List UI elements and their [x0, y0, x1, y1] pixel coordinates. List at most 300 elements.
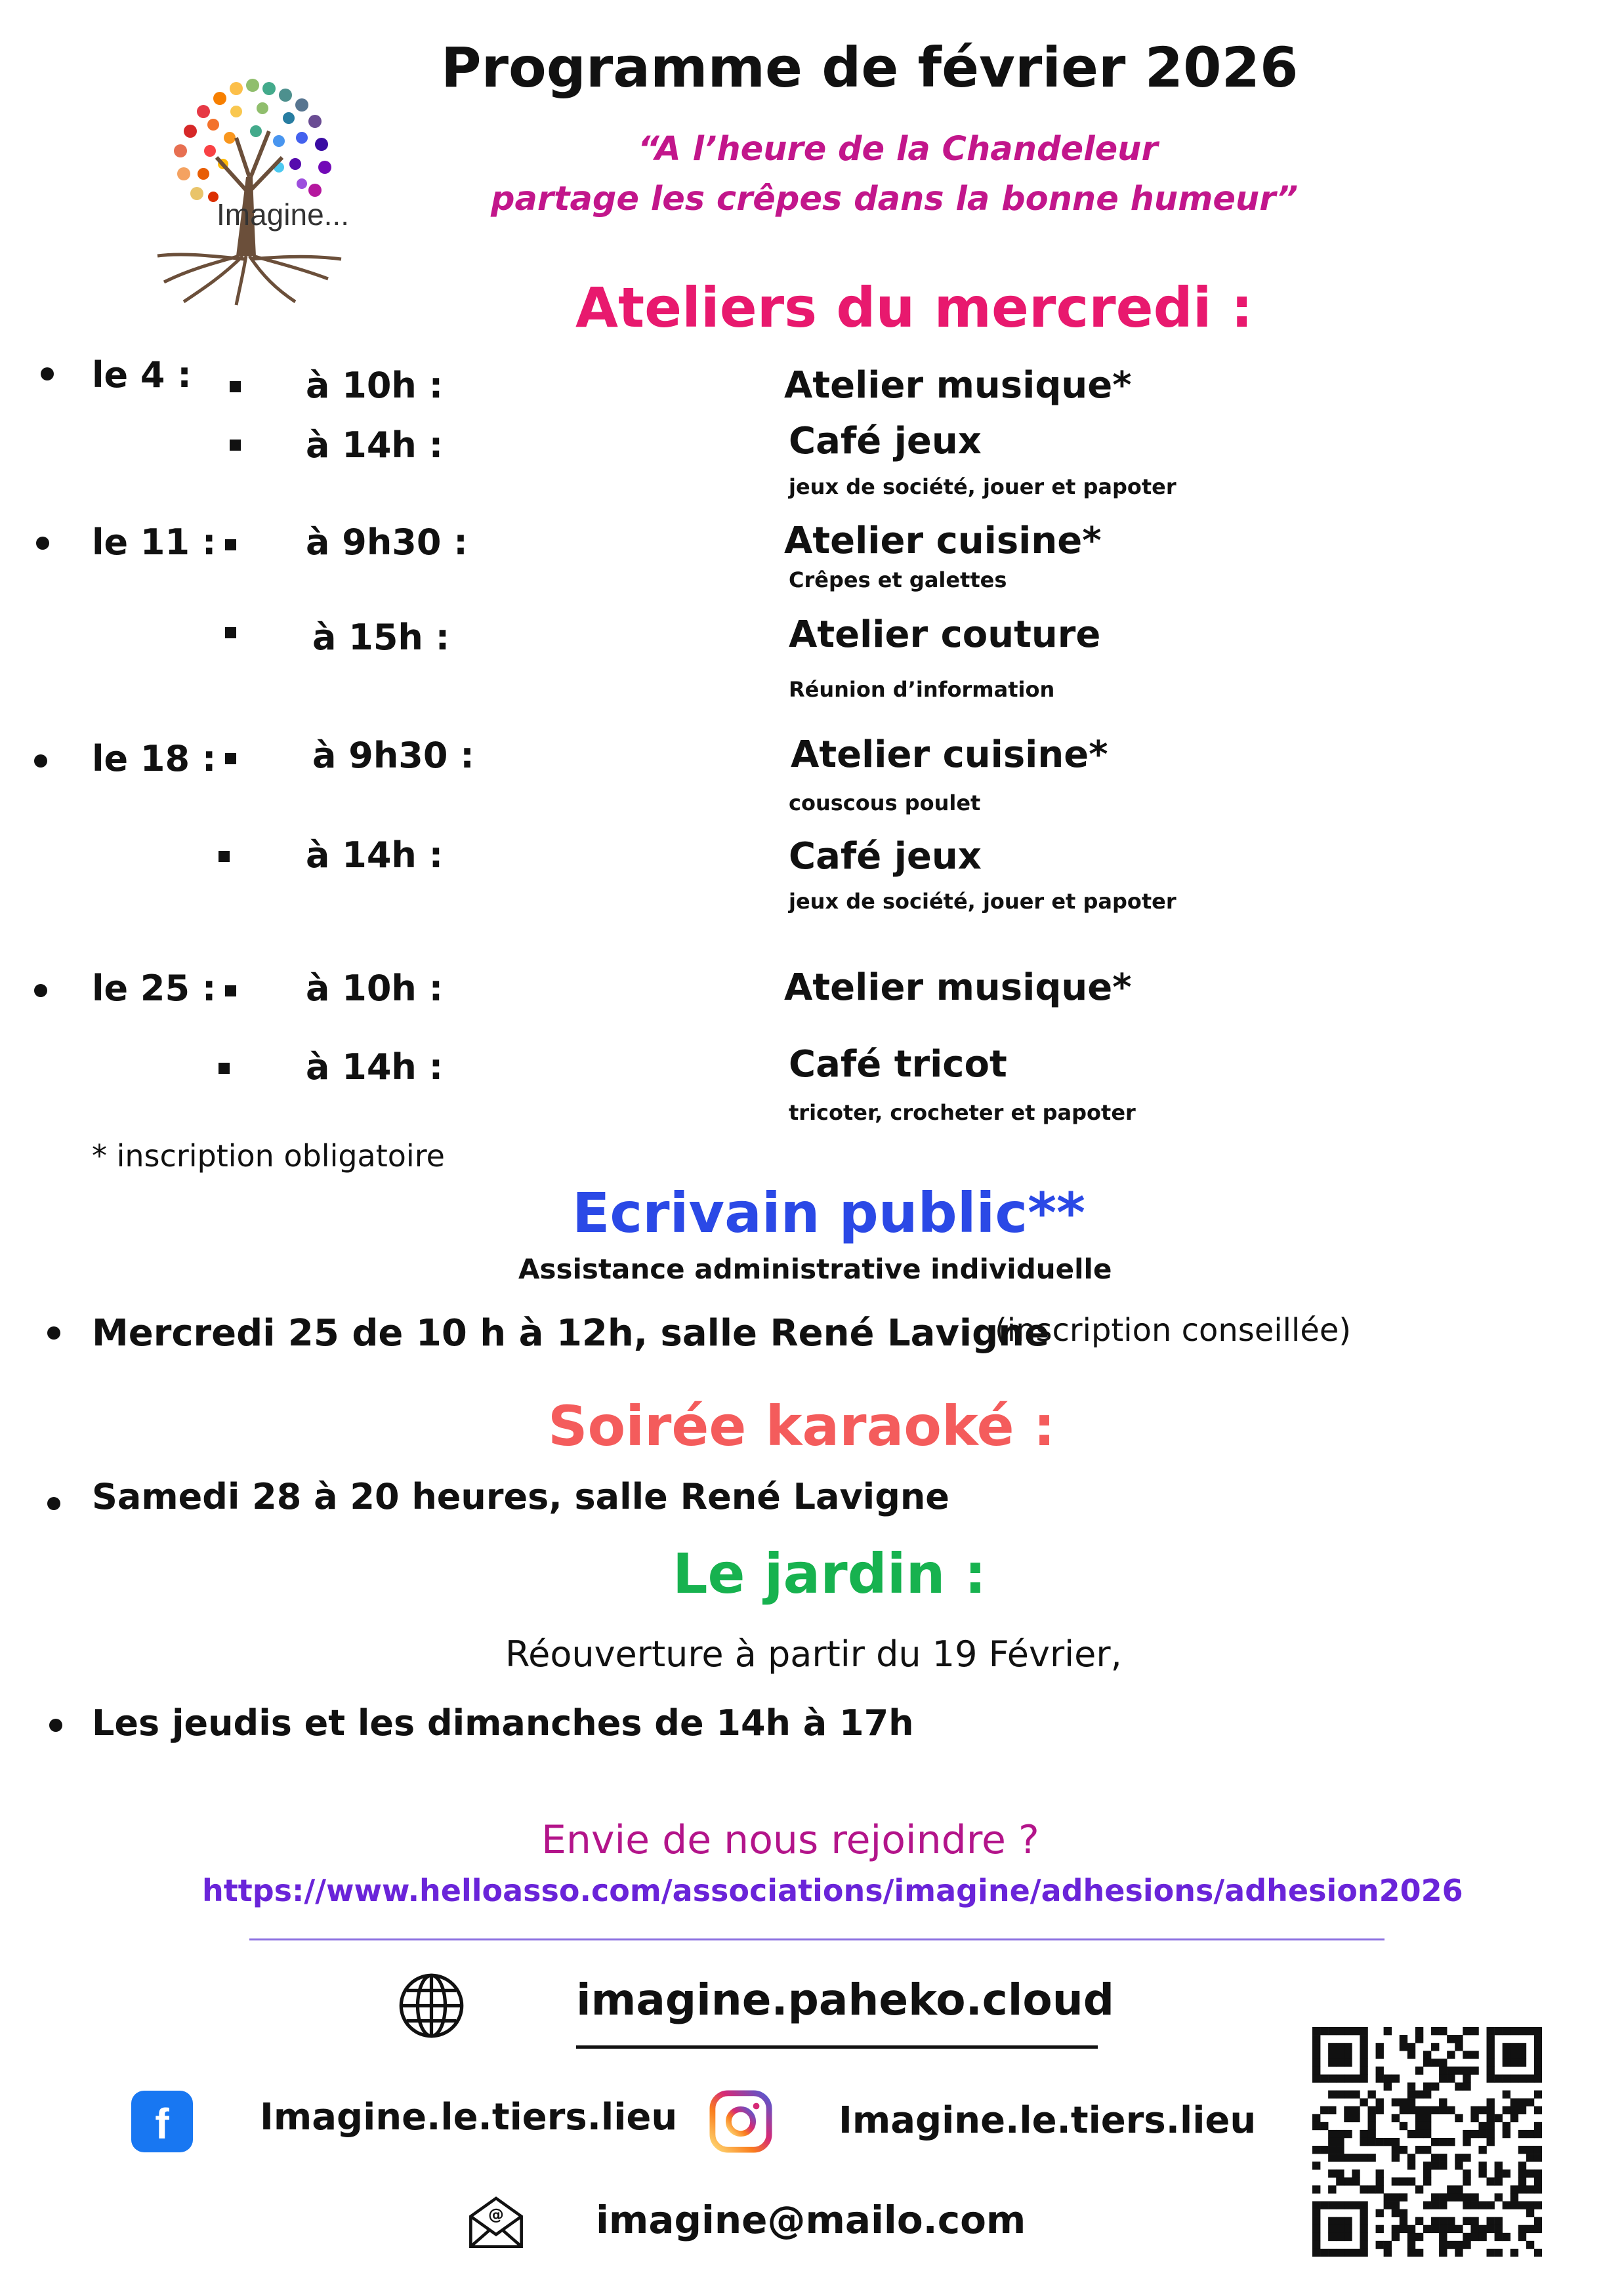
- qr-module: [1344, 2043, 1352, 2051]
- qr-module: [1415, 2114, 1423, 2122]
- qr-module: [1478, 2162, 1486, 2169]
- qr-module: [1487, 2106, 1495, 2114]
- qr-module: [1526, 2074, 1534, 2082]
- qr-module: [1392, 2202, 1400, 2209]
- qr-module: [1534, 2091, 1542, 2099]
- qr-module: [1352, 2074, 1360, 2082]
- qr-module: [1392, 2193, 1400, 2201]
- qr-module: [1328, 2202, 1336, 2209]
- qr-module: [1455, 2162, 1463, 2169]
- qr-module: [1312, 2114, 1320, 2122]
- qr-module: [1526, 2146, 1534, 2154]
- karaoke-heading: Soirée karaoké :: [548, 1394, 1056, 1458]
- qr-module: [1526, 2209, 1534, 2217]
- qr-module: [1487, 2122, 1495, 2130]
- qr-module: [1463, 2051, 1470, 2059]
- qr-module: [1455, 2154, 1463, 2162]
- qr-module: [1376, 2169, 1384, 2177]
- qr-module: [1463, 2217, 1470, 2225]
- qr-module: [1336, 2043, 1344, 2051]
- qr-module: [1510, 2249, 1518, 2257]
- qr-module: [1392, 2114, 1400, 2122]
- qr-module: [1400, 2035, 1407, 2043]
- qr-module: [1344, 2027, 1352, 2035]
- qr-module: [1487, 2225, 1495, 2233]
- quote-line-2: partage les crêpes dans la bonne humeur”: [491, 180, 1299, 218]
- qr-module: [1312, 2249, 1320, 2257]
- qr-module: [1431, 2043, 1439, 2051]
- square-bullet: [225, 627, 236, 638]
- qr-module: [1487, 2059, 1495, 2066]
- qr-module: [1312, 2209, 1320, 2217]
- day-label: le 4 :: [92, 354, 192, 396]
- qr-module: [1431, 2225, 1439, 2233]
- bullet: [47, 1326, 60, 1340]
- day-label: le 25 :: [92, 968, 217, 1009]
- qr-module: [1392, 2074, 1400, 2082]
- qr-module: [1328, 2059, 1336, 2066]
- qr-module: [1352, 2027, 1360, 2035]
- qr-module: [1312, 2066, 1320, 2074]
- qr-module: [1336, 2051, 1344, 2059]
- qr-module: [1360, 2043, 1367, 2051]
- qr-module: [1336, 2202, 1344, 2209]
- qr-module: [1344, 2249, 1352, 2257]
- time-label: à 10h :: [306, 968, 444, 1009]
- qr-module: [1328, 2138, 1336, 2146]
- qr-module: [1320, 2106, 1328, 2114]
- qr-module: [1478, 2146, 1486, 2154]
- qr-module: [1352, 2249, 1360, 2257]
- bullet: [36, 537, 49, 550]
- qr-module: [1534, 2185, 1542, 2193]
- qr-module: [1503, 2043, 1510, 2051]
- qr-module: [1447, 2051, 1455, 2059]
- qr-module: [1478, 2225, 1486, 2233]
- qr-module: [1360, 2225, 1367, 2233]
- qr-module: [1495, 2169, 1503, 2177]
- qr-module: [1534, 2027, 1542, 2035]
- time-label: à 9h30 :: [306, 522, 468, 563]
- qr-module: [1415, 2146, 1423, 2154]
- qr-module: [1376, 2209, 1384, 2217]
- qr-module: [1455, 2225, 1463, 2233]
- qr-module: [1407, 2051, 1415, 2059]
- qr-module: [1312, 2202, 1320, 2209]
- qr-module: [1431, 2138, 1439, 2146]
- qr-module: [1463, 2241, 1470, 2249]
- qr-module: [1336, 2154, 1344, 2162]
- qr-module: [1487, 2027, 1495, 2035]
- qr-module: [1312, 2146, 1320, 2154]
- qr-module: [1518, 2059, 1526, 2066]
- qr-module: [1407, 2177, 1415, 2185]
- qr-module: [1392, 2154, 1400, 2162]
- qr-module: [1312, 2122, 1320, 2130]
- qr-module: [1336, 2146, 1344, 2154]
- qr-module: [1518, 2202, 1526, 2209]
- qr-module: [1423, 2146, 1431, 2154]
- qr-module: [1407, 2233, 1415, 2241]
- ecrivain-subheading: Assistance administrative individuelle: [518, 1253, 1112, 1285]
- activity-label: Atelier musique*: [784, 966, 1132, 1009]
- qr-module: [1518, 2225, 1526, 2233]
- qr-module: [1439, 2138, 1447, 2146]
- activity-label: Atelier cuisine*: [791, 733, 1108, 776]
- qr-module: [1415, 2091, 1423, 2099]
- karaoke-item: Samedi 28 à 20 heures, salle René Lavigne: [92, 1476, 949, 1517]
- qr-module: [1376, 2185, 1384, 2193]
- qr-module: [1439, 2202, 1447, 2209]
- qr-module: [1447, 2185, 1455, 2193]
- time-label: à 15h :: [312, 617, 450, 658]
- qr-module: [1447, 2106, 1455, 2114]
- qr-module: [1470, 2051, 1478, 2059]
- qr-module: [1478, 2202, 1486, 2209]
- qr-module: [1510, 2027, 1518, 2035]
- svg-text:@: @: [488, 2205, 504, 2224]
- qr-module: [1487, 2114, 1495, 2122]
- qr-module: [1312, 2217, 1320, 2225]
- qr-module: [1518, 2146, 1526, 2154]
- qr-module: [1407, 2225, 1415, 2233]
- qr-module: [1415, 2066, 1423, 2074]
- qr-module: [1495, 2233, 1503, 2241]
- jardin-heading: Le jardin :: [673, 1542, 987, 1606]
- qr-module: [1392, 2146, 1400, 2154]
- qr-module: [1455, 2241, 1463, 2249]
- qr-module: [1320, 2146, 1328, 2154]
- qr-module: [1510, 2202, 1518, 2209]
- qr-module: [1463, 2202, 1470, 2209]
- day-label: le 18 :: [92, 738, 217, 779]
- square-bullet: [225, 753, 236, 764]
- logo-text: Imagine...: [217, 197, 349, 232]
- qr-module: [1510, 2193, 1518, 2201]
- qr-module: [1384, 2138, 1392, 2146]
- time-label: à 9h30 :: [312, 735, 474, 776]
- qr-module: [1415, 2217, 1423, 2225]
- qr-module: [1344, 2051, 1352, 2059]
- qr-module: [1510, 2106, 1518, 2114]
- qr-module: [1470, 2106, 1478, 2114]
- tree-icon: [105, 59, 381, 308]
- qr-module: [1534, 2217, 1542, 2225]
- qr-module: [1487, 2066, 1495, 2074]
- qr-module: [1487, 2177, 1495, 2185]
- qr-code[interactable]: [1312, 2027, 1542, 2257]
- qr-module: [1439, 2162, 1447, 2169]
- day-label: le 11 :: [92, 522, 217, 563]
- qr-module: [1312, 2225, 1320, 2233]
- qr-module: [1312, 2162, 1320, 2169]
- qr-module: [1518, 2106, 1526, 2114]
- qr-module: [1510, 2099, 1518, 2106]
- qr-module: [1376, 2106, 1384, 2114]
- qr-module: [1518, 2027, 1526, 2035]
- instagram-handle[interactable]: Imagine.le.tiers.lieu: [839, 2099, 1257, 2142]
- qr-module: [1526, 2027, 1534, 2035]
- page-title: Programme de février 2026: [441, 35, 1299, 100]
- qr-module: [1455, 2185, 1463, 2193]
- qr-module: [1439, 2225, 1447, 2233]
- qr-module: [1503, 2074, 1510, 2082]
- time-label: à 10h :: [306, 365, 444, 406]
- qr-module: [1367, 2138, 1375, 2146]
- qr-module: [1439, 2217, 1447, 2225]
- qr-module: [1352, 2114, 1360, 2122]
- qr-module: [1328, 2074, 1336, 2082]
- qr-module: [1447, 2193, 1455, 2201]
- qr-module: [1439, 2066, 1447, 2074]
- activity-detail: Crêpes et galettes: [789, 567, 1007, 592]
- qr-module: [1423, 2130, 1431, 2138]
- qr-module: [1526, 2169, 1534, 2177]
- qr-module: [1344, 2130, 1352, 2138]
- qr-module: [1510, 2043, 1518, 2051]
- jardin-reopening: Réouverture à partir du 19 Février,: [505, 1633, 1122, 1675]
- bullet: [49, 1719, 62, 1732]
- website-underline: [576, 2045, 1098, 2049]
- qr-module: [1447, 2074, 1455, 2082]
- qr-module: [1518, 2169, 1526, 2177]
- ecrivain-heading: Ecrivain public**: [572, 1181, 1085, 1245]
- qr-module: [1328, 2169, 1336, 2177]
- activity-detail: jeux de société, jouer et papoter: [789, 474, 1176, 499]
- qr-module: [1487, 2217, 1495, 2225]
- qr-module: [1503, 2027, 1510, 2035]
- qr-module: [1447, 2138, 1455, 2146]
- qr-module: [1487, 2130, 1495, 2138]
- qr-module: [1367, 2122, 1375, 2130]
- qr-module: [1455, 2193, 1463, 2201]
- qr-module: [1400, 2177, 1407, 2185]
- bullet: [41, 367, 54, 380]
- qr-module: [1534, 2154, 1542, 2162]
- qr-module: [1439, 2099, 1447, 2106]
- qr-module: [1352, 2091, 1360, 2099]
- qr-module: [1487, 2035, 1495, 2043]
- qr-module: [1328, 2225, 1336, 2233]
- qr-module: [1384, 2082, 1392, 2090]
- qr-module: [1439, 2059, 1447, 2066]
- qr-module: [1463, 2169, 1470, 2177]
- qr-module: [1344, 2233, 1352, 2241]
- qr-module: [1407, 2130, 1415, 2138]
- qr-module: [1518, 2051, 1526, 2059]
- qr-module: [1328, 2091, 1336, 2099]
- qr-module: [1463, 2074, 1470, 2082]
- qr-module: [1344, 2217, 1352, 2225]
- qr-module: [1447, 2035, 1455, 2043]
- svg-text:f: f: [155, 2099, 169, 2148]
- qr-module: [1360, 2209, 1367, 2217]
- qr-module: [1534, 2051, 1542, 2059]
- qr-module: [1470, 2225, 1478, 2233]
- qr-module: [1431, 2154, 1439, 2162]
- qr-module: [1423, 2106, 1431, 2114]
- qr-module: [1510, 2185, 1518, 2193]
- qr-module: [1423, 2114, 1431, 2122]
- qr-module: [1463, 2177, 1470, 2185]
- qr-module: [1526, 2241, 1534, 2249]
- qr-module: [1360, 2051, 1367, 2059]
- time-label: à 14h :: [306, 424, 444, 466]
- qr-module: [1392, 2209, 1400, 2217]
- qr-module: [1367, 2154, 1375, 2162]
- qr-module: [1400, 2225, 1407, 2233]
- qr-module: [1360, 2130, 1367, 2138]
- qr-module: [1510, 2074, 1518, 2082]
- envelope-icon: [466, 2191, 526, 2251]
- square-bullet: [230, 440, 241, 451]
- qr-module: [1415, 2035, 1423, 2043]
- qr-module: [1367, 2185, 1375, 2193]
- qr-module: [1407, 2249, 1415, 2257]
- qr-module: [1336, 2169, 1344, 2177]
- qr-module: [1463, 2154, 1470, 2162]
- qr-module: [1526, 2185, 1534, 2193]
- qr-module: [1423, 2082, 1431, 2090]
- qr-module: [1439, 2106, 1447, 2114]
- qr-module: [1400, 2099, 1407, 2106]
- square-bullet: [225, 985, 236, 996]
- qr-module: [1376, 2138, 1384, 2146]
- qr-module: [1463, 2130, 1470, 2138]
- qr-module: [1463, 2066, 1470, 2074]
- qr-module: [1455, 2043, 1463, 2051]
- qr-module: [1534, 2177, 1542, 2185]
- qr-module: [1407, 2099, 1415, 2106]
- qr-module: [1487, 2043, 1495, 2051]
- qr-module: [1470, 2217, 1478, 2225]
- qr-module: [1487, 2138, 1495, 2146]
- qr-module: [1328, 2233, 1336, 2241]
- qr-module: [1328, 2027, 1336, 2035]
- qr-module: [1384, 2249, 1392, 2257]
- qr-module: [1407, 2082, 1415, 2090]
- qr-module: [1407, 2162, 1415, 2169]
- facebook-handle[interactable]: Imagine.le.tiers.lieu: [260, 2096, 678, 2139]
- activity-label: Atelier cuisine*: [784, 520, 1102, 562]
- qr-module: [1328, 2043, 1336, 2051]
- qr-module: [1487, 2074, 1495, 2082]
- qr-module: [1367, 2106, 1375, 2114]
- qr-module: [1367, 2130, 1375, 2138]
- qr-module: [1526, 2202, 1534, 2209]
- membership-link[interactable]: https://www.helloasso.com/associations/imagine/adhesions/adhesion2026: [202, 1873, 1463, 1908]
- qr-module: [1415, 2249, 1423, 2257]
- time-label: à 14h :: [306, 834, 444, 876]
- activity-detail: tricoter, crocheter et papoter: [789, 1100, 1136, 1125]
- qr-module: [1392, 2225, 1400, 2233]
- ecrivain-item: Mercredi 25 de 10 h à 12h, salle René Lavigne: [92, 1312, 1050, 1355]
- qr-module: [1431, 2082, 1439, 2090]
- qr-module: [1534, 2059, 1542, 2066]
- qr-module: [1320, 2027, 1328, 2035]
- qr-module: [1344, 2114, 1352, 2122]
- qr-module: [1495, 2162, 1503, 2169]
- qr-module: [1328, 2217, 1336, 2225]
- qr-module: [1392, 2233, 1400, 2241]
- qr-module: [1384, 2202, 1392, 2209]
- join-question: Envie de nous rejoindre ?: [541, 1817, 1039, 1863]
- qr-module: [1518, 2130, 1526, 2138]
- website-link[interactable]: imagine.paheko.cloud: [576, 1975, 1115, 2025]
- qr-module: [1423, 2169, 1431, 2177]
- qr-module: [1510, 2051, 1518, 2059]
- qr-module: [1526, 2154, 1534, 2162]
- qr-module: [1320, 2074, 1328, 2082]
- qr-module: [1470, 2130, 1478, 2138]
- qr-module: [1407, 2106, 1415, 2114]
- qr-module: [1312, 2043, 1320, 2051]
- qr-module: [1534, 2122, 1542, 2130]
- qr-module: [1487, 2249, 1495, 2257]
- qr-module: [1423, 2177, 1431, 2185]
- qr-module: [1312, 2059, 1320, 2066]
- qr-module: [1336, 2233, 1344, 2241]
- qr-module: [1470, 2193, 1478, 2201]
- qr-module: [1415, 2106, 1423, 2114]
- qr-module: [1344, 2202, 1352, 2209]
- qr-module: [1360, 2066, 1367, 2074]
- qr-module: [1376, 2225, 1384, 2233]
- qr-module: [1518, 2099, 1526, 2106]
- qr-module: [1328, 2130, 1336, 2138]
- qr-module: [1439, 2027, 1447, 2035]
- qr-module: [1526, 2099, 1534, 2106]
- qr-module: [1455, 2035, 1463, 2043]
- instagram-icon[interactable]: [709, 2089, 773, 2154]
- qr-module: [1328, 2106, 1336, 2114]
- qr-module: [1431, 2193, 1439, 2201]
- qr-module: [1478, 2233, 1486, 2241]
- qr-module: [1463, 2138, 1470, 2146]
- qr-module: [1312, 2051, 1320, 2059]
- qr-module: [1352, 2202, 1360, 2209]
- qr-module: [1360, 2035, 1367, 2043]
- qr-module: [1478, 2122, 1486, 2130]
- qr-module: [1518, 2043, 1526, 2051]
- qr-module: [1463, 2027, 1470, 2035]
- qr-module: [1431, 2027, 1439, 2035]
- footnote: * inscription obligatoire: [92, 1138, 445, 1174]
- qr-module: [1352, 2154, 1360, 2162]
- qr-module: [1407, 2241, 1415, 2249]
- qr-module: [1336, 2130, 1344, 2138]
- qr-module: [1336, 2225, 1344, 2233]
- qr-module: [1312, 2185, 1320, 2193]
- qr-module: [1439, 2154, 1447, 2162]
- activity-detail: jeux de société, jouer et papoter: [789, 889, 1176, 914]
- qr-module: [1328, 2185, 1336, 2193]
- qr-module: [1360, 2099, 1367, 2106]
- qr-module: [1447, 2066, 1455, 2074]
- square-bullet: [230, 381, 241, 392]
- qr-module: [1400, 2043, 1407, 2051]
- qr-module: [1336, 2059, 1344, 2066]
- qr-module: [1352, 2169, 1360, 2177]
- bullet: [47, 1497, 60, 1510]
- email-link[interactable]: imagine@mailo.com: [596, 2198, 1026, 2242]
- qr-module: [1423, 2051, 1431, 2059]
- facebook-icon[interactable]: [130, 2089, 194, 2154]
- qr-module: [1336, 2177, 1344, 2185]
- qr-module: [1455, 2249, 1463, 2257]
- qr-module: [1534, 2202, 1542, 2209]
- qr-module: [1360, 2154, 1367, 2162]
